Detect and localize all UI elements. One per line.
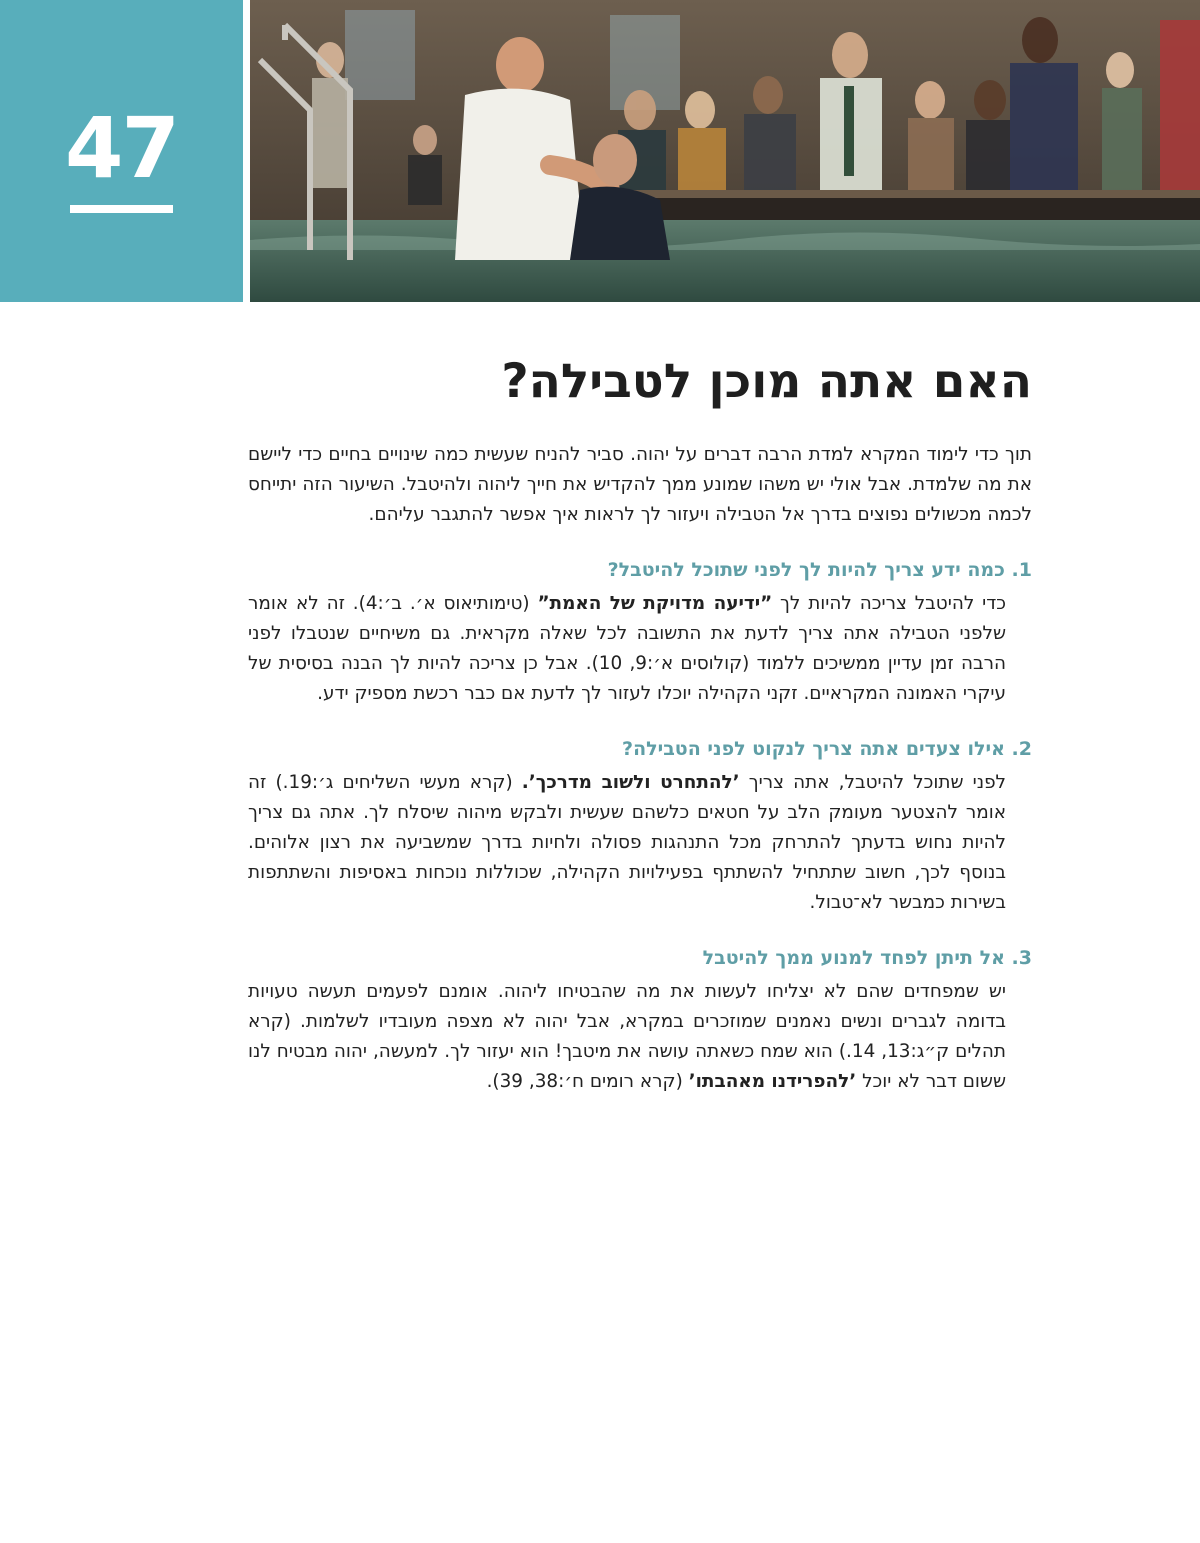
intro-text [248,440,1032,530]
text-run: (טימותיאוס א׳. ב׳:4). זה לא אומר שלפני הטבילה אתה צריך לדעת את התשובה לכל שאלה מקראית. גם משיחיים שנטבלו לפני הרבה זמן עדיין ממשיכים ללמוד (קולוסים א׳:9, 10). אבל כן צריכה להיות לך הבנה בסיסית של עיקרי האמונה המקראיים. זקני הקהילה יוכלו לעזור לך לדעת אם כבר רכשת מספיק ידע. [248,593,1007,704]
text-run: תוך כדי לימוד המקרא למדת הרבה דברים על יהוה. סביר להניח שעשית כמה שינויים בחיים כדי ליישם את מה שלמדת. אבל אולי יש משהו שמונע ממך להקדיש את חייך ליהוה ולהיטבל. השיעור הזה יתייחס לכמה מכשולים נפוצים בדרך אל הטבילה ויעזור לך לראות איך אפשר להתגבר עליהם. [248,444,1032,525]
section-heading: 2. אילו צעדים אתה צריך לנקוט לפני הטבילה? [622,738,1032,760]
emphasis-text: ”ידיעה מדויקת של האמת” [537,593,773,614]
lesson-number-underline [70,205,173,213]
emphasis-text: ’להתחרט ולשוב מדרכך’. [521,772,740,793]
section-body [248,589,1006,709]
page-title: האם אתה מוכן לטבילה? [501,354,1032,409]
section-3 [248,943,1032,1097]
emphasis-text: ’להפרידנו מאהבתו’ [688,1071,857,1092]
intro-paragraph [248,440,1032,530]
section-heading: 1. כמה ידע צריך להיות לך לפני שתוכל להיטבל? [607,559,1032,581]
text-run: כדי להיטבל צריכה להיות לך [772,593,1006,614]
section-2 [248,734,1032,918]
text-run: (קרא רומים ח׳:38, 39). [486,1071,689,1092]
lesson-number: 47 [65,99,178,197]
section-heading: 3. אל תיתן לפחד למנוע ממך להיטבל [702,947,1032,969]
baptism-photo-illustration [250,0,1200,302]
text-run: לפני שתוכל להיטבל, אתה צריך [739,772,1007,793]
section-1 [248,555,1032,709]
lesson-content [248,340,1032,1097]
baptism-photo [250,0,1200,302]
section-body [248,977,1006,1097]
text-run: (קרא מעשי השליחים ג׳:19.) זה אומר להצטער מעומק הלב על חטאים כלשהם שעשית ולבקש מיהוה שיסלח לך. אתה גם צריך להיות נחוש בדעתך להתרחק מכל התנהגות פסולה ולחיות בדרך שמשביעה את רצון אלוהים. בנוסף לכך, חשוב שתתחיל להשתתף בפעילויות הקהילה, שכוללות נוכחות באסיפות והשתתפות בשירות כמבשר לא־טבול. [248,772,1006,913]
section-body [248,768,1006,918]
lesson-number-box [0,0,243,302]
text-run: יש שמפחדים שהם לא יצליחו לעשות את מה שהבטיחו ליהוה. אומנם לפעמים תעשה טעויות בדומה לגברים ונשים נאמנים שמוזכרים במקרא, אבל יהוה לא מצפה מעובדיו לשלמות. (קרא תהלים ק״ג:13, 14.) הוא שמח כשאתה עושה את מיטבך! הוא יעזור לך. למעשה, יהוה מבטיח לנו ששום דבר לא יוכל [248,981,1006,1092]
